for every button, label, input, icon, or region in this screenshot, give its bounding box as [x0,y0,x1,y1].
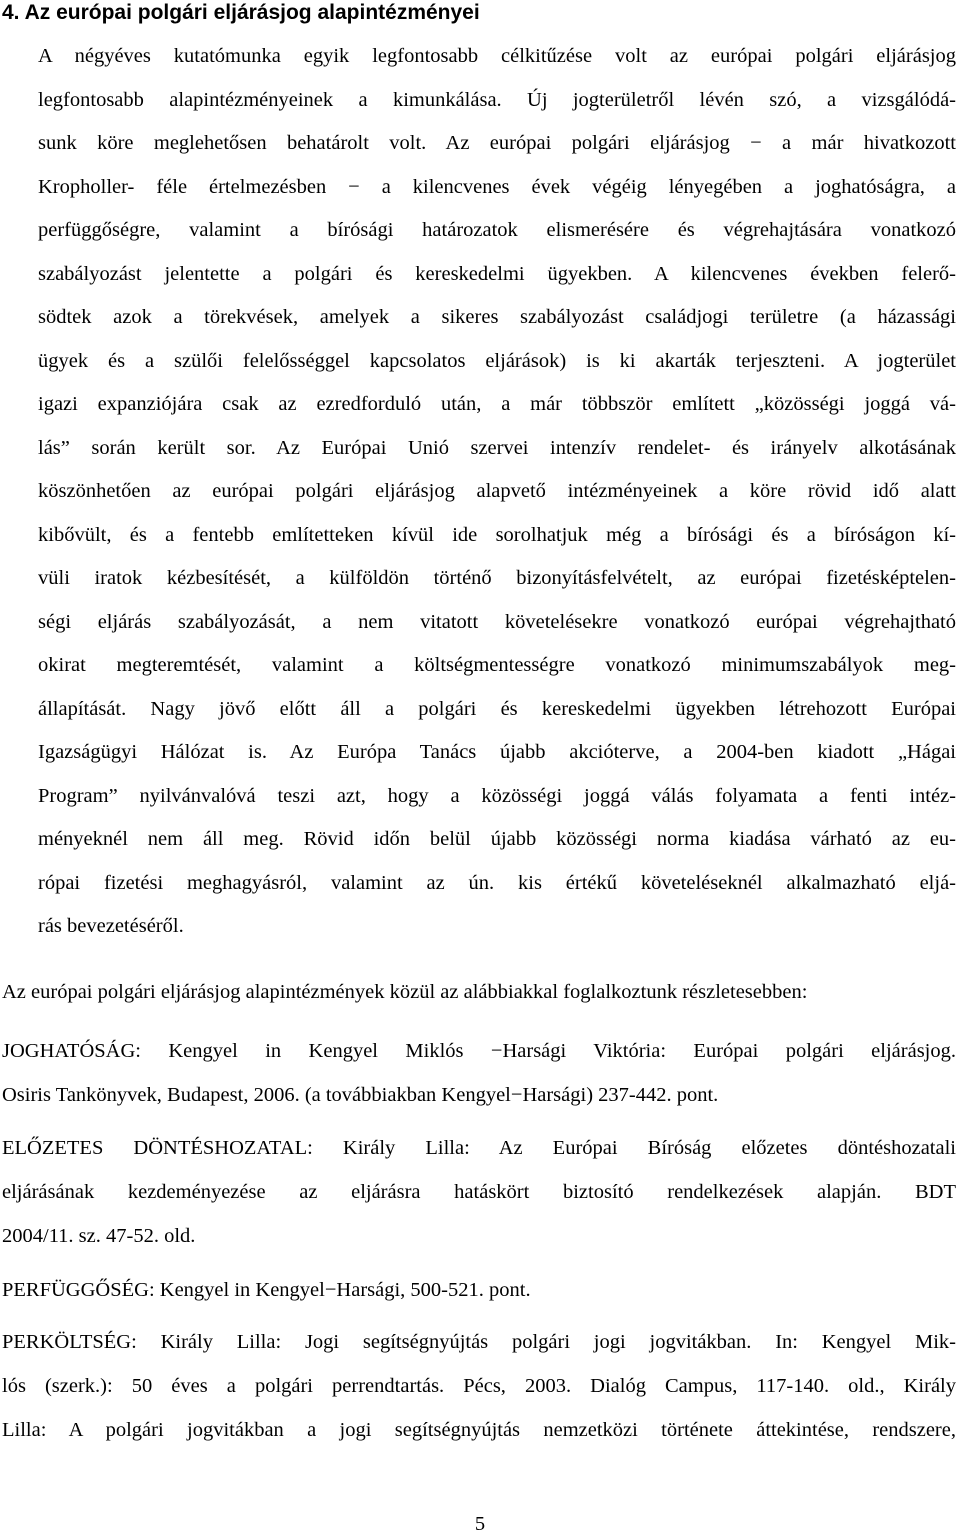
paragraph-line: ügyek és a szülői felelősséggel kapcsolatos eljárások) is ki akarták terjeszteni. A jogterület [38,349,956,372]
entry-perkoltseg [2,1320,956,1452]
paragraph-line: ményeknél nem áll meg. Rövid időn belül újabb közösségi norma kiadása várható az eu- [38,828,956,850]
paragraph-line: okirat megteremtését, valamint a költségmentességre vonatkozó minimumszabályok meg- [38,654,956,676]
section-heading: 4. Az európai polgári eljárásjog alapintézményei [2,1,480,24]
entry-line: PERKÖLTSÉG: Király Lilla: Jogi segítségnyújtás polgári jogi jogvitákban. In: Kengyel Mik- [2,1331,956,1353]
entry-line: ELŐZETES DÖNTÉSHOZATAL: Király Lilla: Az Európai Bíróság előzetes döntéshozatali [2,1137,956,1159]
paragraph-line: legfontosabb alapintézményeinek a kimunkálása. Új jogterületről lévén szó, a vizsgálódá- [38,88,956,111]
entry-perfuggoseg [2,1268,956,1312]
entry-joghatosag [2,1029,956,1117]
paragraph-line: vüli iratok kézbesítését, a külföldön történő bizonyításfelvételt, az európai fizetésképtelen- [38,567,956,589]
paragraph-line: sunk köre meglehetősen behatárolt volt. Az európai polgári eljárásjog − a már hivatkozott [38,132,956,154]
entry-elozetes-donteshozatal [2,1126,956,1258]
intro-paragraph [38,35,956,949]
paragraph-line: perfüggőségre, valamint a bírósági határozatok elismerésére és végrehajtására vonatkozó [38,219,956,241]
paragraph-line: szabályozást jelentette a polgári és kereskedelmi ügyekben. A kilencvenes években felerő- [38,262,956,285]
summary-line: Az európai polgári eljárásjog alapintézmények közül az alábbiakkal foglalkoztunk részletesebben: [2,981,808,1003]
entry-line: Lilla: A polgári jogvitákban a jogi segítségnyújtás nemzetközi története áttekintése, rendszere, [2,1419,956,1441]
summary-paragraph [2,970,956,1014]
paragraph-line: ségi eljárás szabályozását, a nem vitatott követelésekre vonatkozó európai végrehajtható [38,610,956,633]
paragraph-line: södtek azok a törekvések, amelyek a sikeres szabályozást családjogi területre (a házassági [38,306,956,328]
entry-line: 2004/11. sz. 47-52. old. [2,1225,196,1247]
paragraph-line: köszönhetően az európai polgári eljárásjog alapvető intézményeinek a köre rövid idő alatt [38,480,956,502]
entry-line: JOGHATÓSÁG: Kengyel in Kengyel Miklós −Harsági Viktória: Európai polgári eljárásjog. [2,1040,956,1062]
paragraph-line: Program” nyilvánvalóvá teszi azt, hogy a közösségi joggá válás folyamata a fenti intéz- [38,784,956,807]
paragraph-line: A négyéves kutatómunka egyik legfontosabb célkitűzése volt az európai polgári eljárásjog [38,45,956,67]
paragraph-line: Kropholler- féle értelmezésben − a kilencvenes évek végéig lényegében a joghatóságra, a [38,175,956,198]
paragraph-line: lás” során került sor. Az Európai Unió szervei intenzív rendelet- és irányelv alkotásának [38,436,956,459]
entry-line: eljárásának kezdeményezése az eljárásra hatáskört biztosító rendelkezések alapján. BDT [2,1181,956,1203]
entry-line: lós (szerk.): 50 éves a polgári perrendtartás. Pécs, 2003. Dialóg Campus, 117-140. old., Király [2,1375,956,1397]
paragraph-line: rópai fizetési meghagyásról, valamint az ún. kis értékű követeléseknél alkalmazható eljá- [38,871,956,894]
page-number: 5 [474,1513,486,1535]
paragraph-line: Igazságügyi Hálózat is. Az Európa Tanács újabb akcióterve, a 2004-ben kiadott „Hágai [38,741,956,763]
entry-line: PERFÜGGŐSÉG: Kengyel in Kengyel−Harsági, 500-521. pont. [2,1279,531,1301]
paragraph-line: rás bevezetéséről. [38,915,184,937]
paragraph-line: kibővült, és a fentebb említetteken kívül ide sorolhatjuk még a bírósági és a bíróságon kí- [38,523,956,546]
entry-line: Osiris Tankönyvek, Budapest, 2006. (a továbbiakban Kengyel−Harsági) 237-442. pont. [2,1084,719,1106]
paragraph-line: állapítását. Nagy jövő előtt áll a polgári és kereskedelmi ügyekben létrehozott Európai [38,697,956,720]
paragraph-line: igazi expanziójára csak az ezredforduló után, a már többször említett „közösségi joggá vá- [38,393,956,415]
